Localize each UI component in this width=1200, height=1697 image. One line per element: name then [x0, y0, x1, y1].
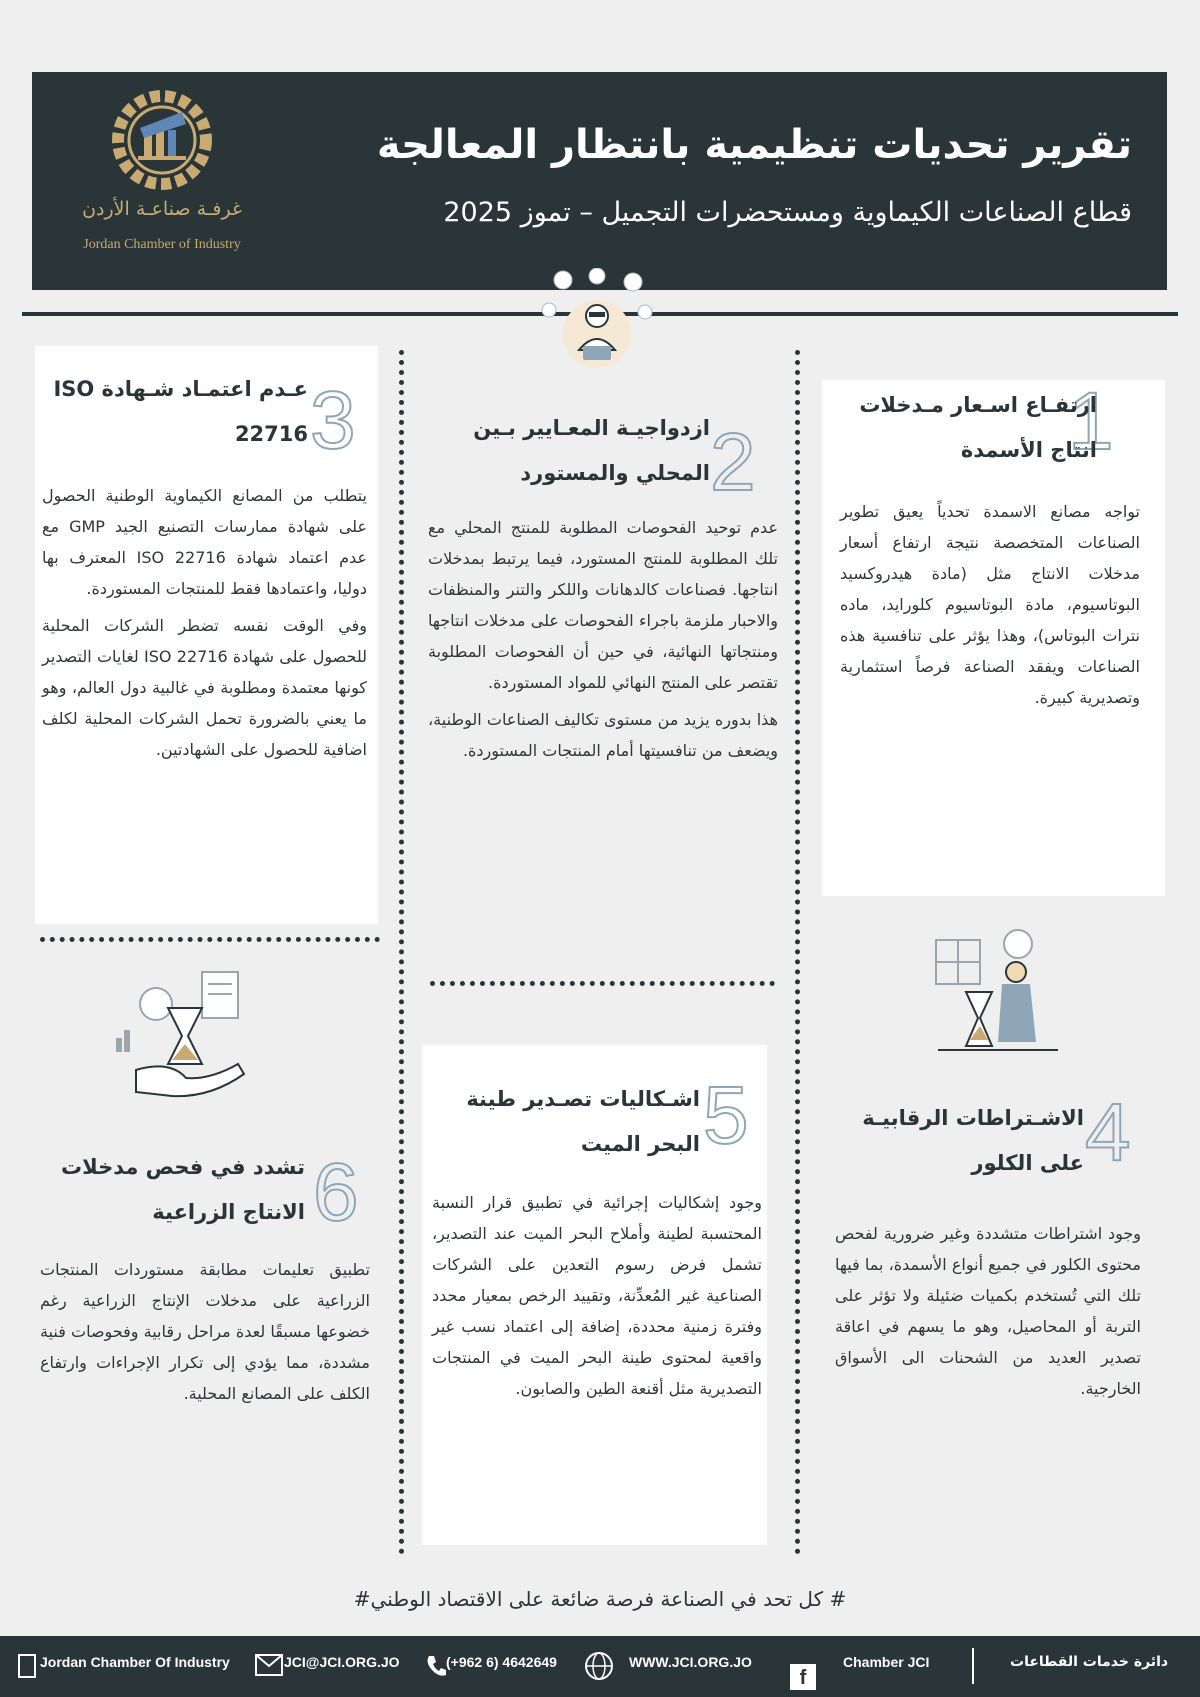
hand-hourglass-icon: [110, 960, 260, 1110]
chamber-logo-icon: [110, 88, 214, 192]
column-separator-right: [795, 350, 800, 1555]
section-title-6: تشدد في فحص مدخلات الانتاج الزراعية: [61, 1155, 305, 1224]
section-body-4: [835, 1218, 1141, 1410]
section-body-2: [428, 512, 778, 772]
facebook-icon[interactable]: f: [790, 1664, 816, 1690]
section-title-3: عـدم اعتمـاد شـهادة ISO 22716: [53, 377, 308, 446]
section-6-paragraph: تطبيق تعليمات مطابقة مستوردات المنتجات الزراعية على مدخلات الإنتاج الزراعية رغم خضوعها مسبقًا لعدة مراحل رقابية وفحوصات فنية مشددة، مما يؤدي إلى تكرار الإجراءات وارتفاع الكلف على المصانع المحلية.: [40, 1260, 370, 1403]
logo-english-name: Jordan Chamber of Industry: [83, 237, 241, 252]
section-body-1: [840, 496, 1140, 719]
section-2-paragraph-1: عدم توحيد الفحوصات المطلوبة للمنتج المحلي مع تلك المطلوبة للمنتج المستورد، فيما يرتبط بمدخلات انتاجها. فصناعات كالدهانات واللكر والتنر والمنظفات والاحبار ملزمة باجراء الفحوصات على مدخلات انتاجها ومنتجاتها النهائية، في حين أن الفحوصات المطلوبة تقتصر على المنتج النهائي للمواد المستوردة.: [428, 518, 778, 692]
section-number-1: 1: [1068, 376, 1114, 467]
section-number-4: 4: [1085, 1087, 1131, 1178]
footer-separator: [972, 1648, 974, 1684]
section-3-paragraph-2: وفي الوقت نفسه تضطر الشركات المحلية للحصول على شهادة ISO 22716 لغايات التصدير كونها معتمدة ومطلوبة في غالبية دول العالم، وهو ما يعني بالضرورة تحمل الشركات المحلية لكلف اضافية للحصول على الشهادتين.: [42, 616, 367, 759]
footer-phone[interactable]: (+962 6) 4642649: [446, 1654, 557, 1670]
page-subtitle: قطاع الصناعات الكيماوية ومستحضرات التجميل – تموز 2025: [443, 197, 1132, 228]
section-number-2: 2: [710, 417, 756, 508]
phone-icon: [425, 1654, 447, 1678]
section-4-paragraph: وجود اشتراطات متشددة وغير ضرورية لفحص محتوى الكلور في جميع أنواع الأسمدة، بما فيها تلك التي تُستخدم بكميات ضئيلة ولا تؤثر على التربة أو المحاصيل، وهو ما يسهم في اعاقة تصدير العديد من الشحنات الى الأسواق الخارجية.: [835, 1224, 1141, 1398]
waiting-man-hourglass-icon: [928, 922, 1068, 1062]
section-number-3: 3: [310, 375, 356, 466]
section-2-paragraph-2: هذا بدوره يزيد من مستوى تكاليف الصناعات الوطنية، ويضعف من تنافسيتها أمام المنتجات المستوردة.: [428, 710, 778, 760]
footer-org-name: Jordan Chamber Of Industry: [40, 1654, 230, 1670]
section-3-paragraph-1: يتطلب من المصانع الكيماوية الوطنية الحصول على شهادة ممارسات التصنيع الجيد GMP مع عدم اعتماد شهادة ISO 22716 المعترف بها دوليا، واعتمادها فقط للمنتجات المستوردة.: [42, 486, 368, 598]
document-icon: [18, 1654, 36, 1678]
footer-email-link[interactable]: JCI@JCI.ORG.JO: [284, 1654, 400, 1670]
footer-website-link[interactable]: WWW.JCI.ORG.JO: [629, 1654, 752, 1670]
section-1-paragraph: تواجه مصانع الاسمدة تحدياً يعيق تطوير الصناعات المتخصصة نتيجة ارتفاع أسعار مدخلات الانتاج مثل (مادة هيدروكسيد البوتاسيوم، مادة البوتاسيوم كلورايد، ماده نترات البوتاس)، وهذا يؤثر على تنافسية هذه الصناعات ويفقد الصناعة فرصاً استثمارية وتصديرية كبيرة.: [840, 502, 1140, 707]
section-number-5: 5: [703, 1070, 749, 1161]
section-title-2: ازدواجيـة المعـايير بـين المحلي والمستورد: [473, 416, 710, 485]
section-body-6: [40, 1254, 370, 1415]
section-number-6: 6: [313, 1147, 359, 1238]
section-5-paragraph: وجود إشكاليات إجرائية في تطبيق قرار النسبة المحتسبة لطينة وأملاح البحر الميت عند التصدير، تشمل فرض رسوم التعدين على الشركات الصناعية غير المُعدِّنة، وتقييد الرخص بمعيار محدد وفترة زمنية محددة، إضافة إلى اعتماد نسب غير واقعية لمحتوى طينة البحر الميت في المنتجات التصديرية مثل أقنعة الطين والصابون.: [432, 1193, 762, 1398]
section-title-1: ارتفـاع اسـعار مـدخلات انتاج الأسمدة: [859, 393, 1097, 462]
logo-arabic-name: غرفـة صناعـة الأردن: [82, 198, 242, 220]
section-body-5: [432, 1187, 762, 1410]
section-title-4: الاشـتراطات الرقابيـة على الكلور: [862, 1106, 1084, 1175]
footer-facebook-link[interactable]: Chamber JCI: [843, 1654, 930, 1670]
header-banner: [32, 72, 1167, 290]
email-icon: [255, 1654, 283, 1676]
row-separator-left: [40, 937, 380, 942]
page-title: تقرير تحديات تنظيمية بانتظار المعالجة: [376, 122, 1132, 168]
worker-laptop-illustration-icon: [535, 268, 660, 368]
footer-bar: [0, 1636, 1200, 1697]
column-separator-left: [399, 350, 404, 1555]
globe-icon: [584, 1651, 614, 1681]
footer-department: دائرة خدمات القطاعات: [1010, 1654, 1169, 1670]
section-body-3: [42, 480, 367, 771]
hashtag-line: # كل تحد في الصناعة فرصة ضائعة على الاقتصاد الوطني#: [353, 1587, 847, 1611]
section-title-5: اشـكاليات تصـدير طينة البحر الميت: [466, 1087, 700, 1156]
row-separator-middle: [430, 981, 775, 986]
